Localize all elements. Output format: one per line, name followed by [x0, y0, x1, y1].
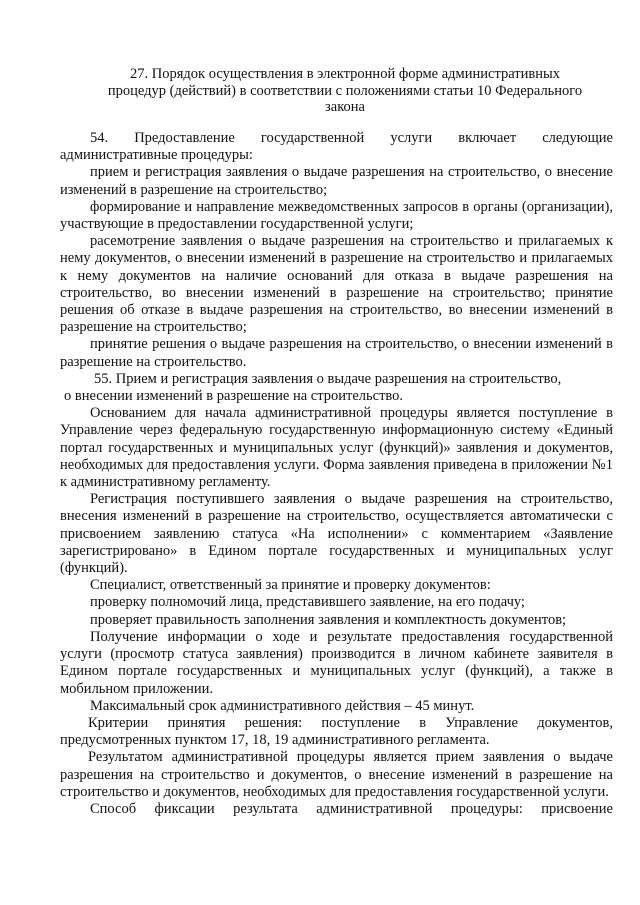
section-heading — [60, 66, 630, 116]
paragraph-status-info: Получение информации о ходе и результате предоставления государственной услуги (просмотр статуса заявления) производится в личном кабинете заявителя в Едином портале государственных и муниципальных услуг (функций), а также в мобильном приложении. — [60, 628, 613, 697]
paragraph-max-time: Максимальный срок административного действия – 45 минут. — [90, 697, 475, 714]
paragraph-registration: Регистрация поступившего заявления о выдаче разрешения на строительство, внесения изменений в разрешение на строительство, осуществляется автоматически с присвоением заявлению статуса «На исполнении» с комментарием «Заявление зарегистрировано» в Едином портале государственных и муниципальных услуг (функций). — [60, 491, 613, 577]
heading-line-3: закона — [325, 99, 365, 115]
heading-line-2: процедур (действий) в соответствии с положениями статьи 10 Федерального — [107, 82, 583, 99]
paragraph-54: 54. Предоставление государственной услуги включает следующие административные процедуры: — [60, 130, 613, 164]
list-item-decision: принятие решения о выдаче разрешения на строительство, о внесении изменений в разрешение на строительство. — [60, 336, 613, 370]
paragraph-check-authority: проверку полномочий лица, представившего заявление, на его подачу; — [90, 594, 525, 611]
heading-line-1: 27. Порядок осуществления в электронной форме административных — [130, 66, 560, 82]
list-item-reception: прием и регистрация заявления о выдаче разрешения на строительство, о внесение изменений в разрешение на строительство; — [60, 164, 613, 198]
list-item-review: расемотрение заявления о выдаче разрешения на строительство и прилагаемых к нему документов, о внесении изменений в разрешение на строительство и прилагаемых к нему документов на наличие оснований для отказа в выдаче разрешения на строительство, во внесении изменений в разрешение на строительство; принятие решения об отказе в выдаче разрешения на строительство, во внесении изменений в разрешение на строительство; — [60, 233, 613, 336]
paragraph-55-line-1: 55. Прием и регистрация заявления о выдаче разрешения на строительство, — [94, 370, 562, 387]
paragraph-criteria: Критерии принятия решения: поступление в Управление документов, предусмотренных пунктом 17, 18, 19 административного регламента. — [60, 714, 613, 749]
paragraph-basis: Основанием для начала административной процедуры является поступление в Управление через федеральную государственную информационную систему «Единый портал государственных и муниципальных услуг (функций)» заявления и документов, необходимых для предоставления услуги. Форма заявления приведена в приложении №1 к административному регламенту. — [60, 405, 613, 491]
paragraph-fixation: Способ фиксации результата административной процедуры: присвоение — [90, 800, 613, 817]
paragraph-specialist: Специалист, ответственный за принятие и проверку документов: — [90, 577, 491, 594]
list-item-requests: формирование и направление межведомственных запросов в органы (организации), участвующие в предоставлении государственной услуги; — [60, 198, 613, 233]
document-body — [60, 130, 613, 818]
paragraph-result: Результатом административной процедуры является прием заявления о выдаче разрешения на строительство и документов, о внесение изменений в разрешение на строительство и документов, необходимых для предоставления государственной услуги. — [60, 749, 613, 800]
paragraph-55-line-2: о внесении изменений в разрешение на строительство. — [64, 388, 404, 405]
paragraph-check-completeness: проверяет правильность заполнения заявления и комплектность документов; — [90, 611, 567, 628]
